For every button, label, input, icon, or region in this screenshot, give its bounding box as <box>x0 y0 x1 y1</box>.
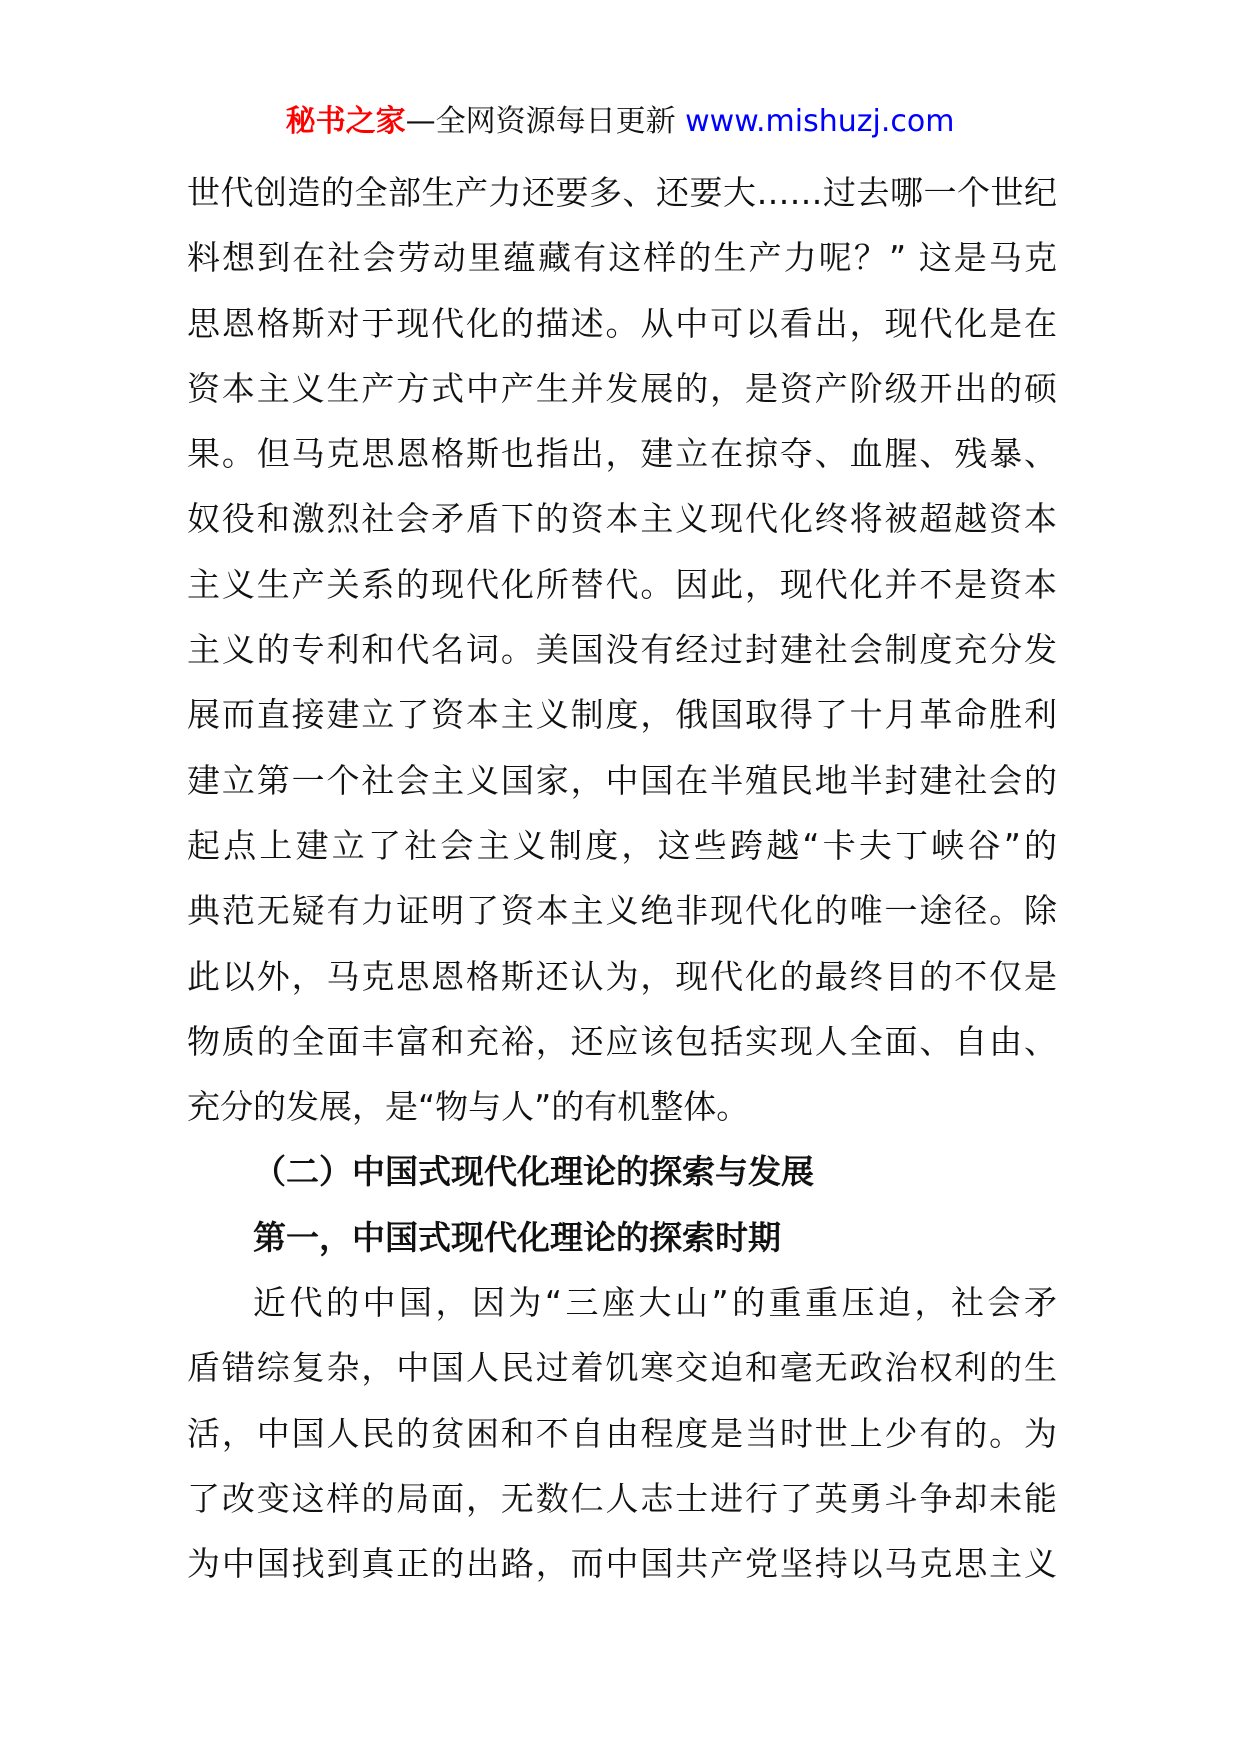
site-banner <box>0 100 1240 144</box>
text-line: 资本主义生产方式中产生并发展的，是资产阶级开出的硕 <box>187 368 1057 408</box>
text-line: 果。但马克思恩格斯也指出，建立在掠夺、血腥、残暴、 <box>187 434 1057 474</box>
site-url-link[interactable]: www.mishuzj.com <box>685 104 955 139</box>
text-line: 活，中国人民的贫困和不自由程度是当时世上少有的。为 <box>187 1413 1057 1453</box>
text-line: 展而直接建立了资本主义制度，俄国取得了十月革命胜利 <box>187 695 1057 735</box>
text-line: 近代的中国，因为“三座大山”的重重压迫，社会矛 <box>253 1283 1057 1323</box>
brand-tagline: —全网资源每日更新 <box>405 104 676 139</box>
section-heading: （二）中国式现代化理论的探索与发展 <box>253 1152 814 1192</box>
text-line: 主义生产关系的现代化所替代。因此，现代化并不是资本 <box>187 564 1057 604</box>
document-body <box>187 160 1057 1597</box>
text-line: 物质的全面丰富和充裕，还应该包括实现人全面、自由、 <box>187 1021 1057 1061</box>
text-line: 起点上建立了社会主义制度，这些跨越“卡夫丁峡谷”的 <box>187 825 1057 865</box>
text-line: 奴役和激烈社会矛盾下的资本主义现代化终将被超越资本 <box>187 499 1057 539</box>
subsection-heading: 第一，中国式现代化理论的探索时期 <box>253 1217 781 1257</box>
brand-name: 秘书之家 <box>285 104 406 139</box>
text-line: 典范无疑有力证明了资本主义绝非现代化的唯一途径。除 <box>187 891 1057 931</box>
text-line: 主义的专利和代名词。美国没有经过封建社会制度充分发 <box>187 630 1057 670</box>
text-line: 世代创造的全部生产力还要多、还要大……过去哪一个世纪 <box>187 173 1057 212</box>
text-line: 盾错综复杂，中国人民过着饥寒交迫和毫无政治权利的生 <box>187 1348 1057 1388</box>
text-line: 此以外，马克思恩格斯还认为，现代化的最终目的不仅是 <box>187 956 1057 996</box>
text-line: 思恩格斯对于现代化的描述。从中可以看出，现代化是在 <box>187 303 1057 343</box>
text-line: 为中国找到真正的出路，而中国共产党坚持以马克思主义 <box>187 1544 1057 1584</box>
text-line: 建立第一个社会主义国家，中国在半殖民地半封建社会的 <box>187 760 1057 800</box>
text-line: 料想到在社会劳动里蕴藏有这样的生产力呢？” 这是马克 <box>187 238 1057 278</box>
text-line: 了改变这样的局面，无数仁人志士进行了英勇斗争却未能 <box>187 1478 1057 1518</box>
text-line: 充分的发展，是“物与人”的有机整体。 <box>187 1087 750 1127</box>
